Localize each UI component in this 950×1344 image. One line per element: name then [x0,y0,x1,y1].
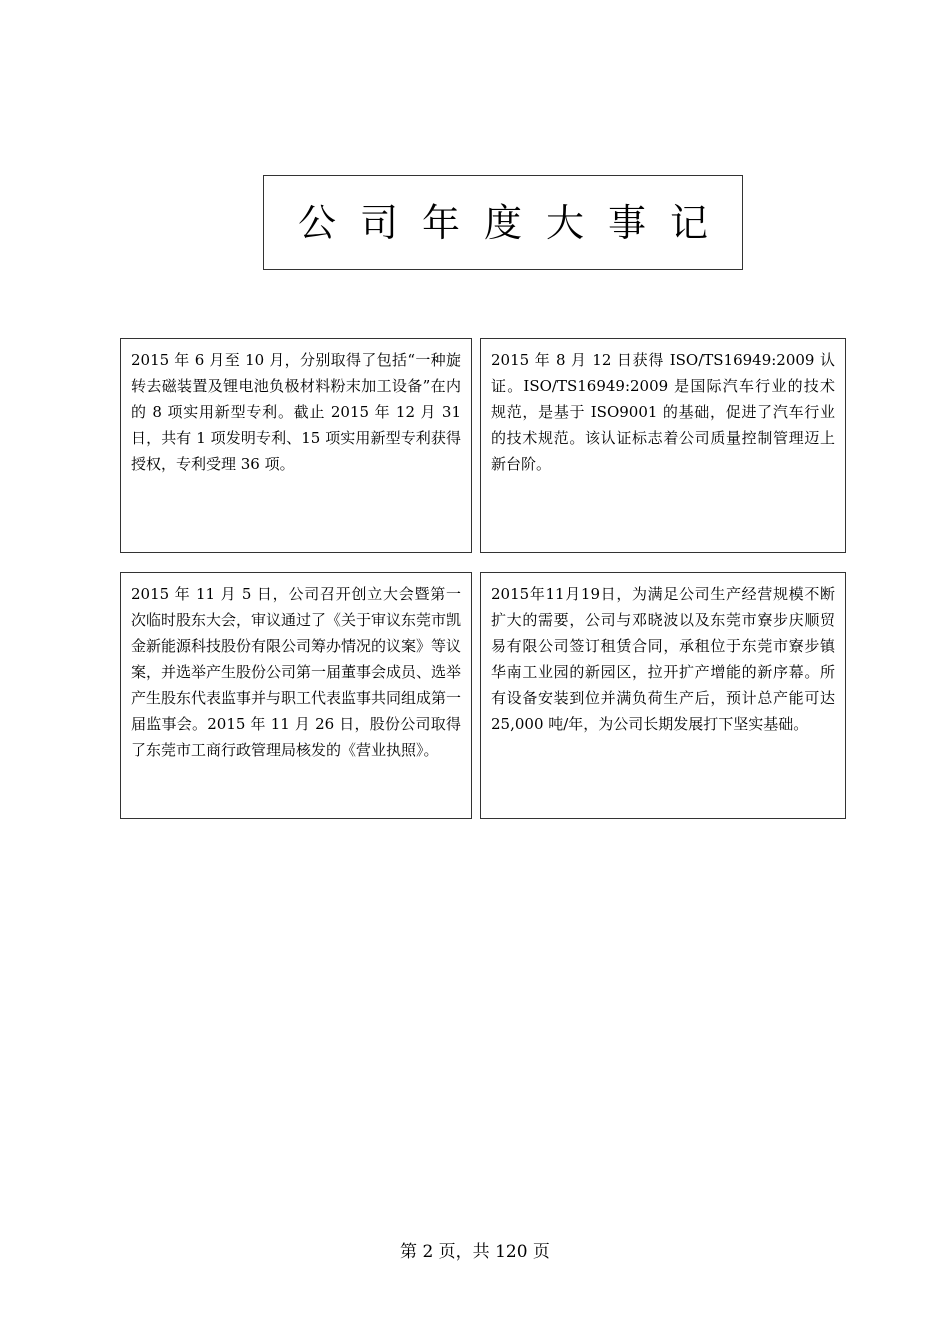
event-box-patents [120,338,472,553]
title-box [263,175,743,270]
event-text: 2015年11月19日，为满足公司生产经营规模不断扩大的需要，公司与邓晓波以及东莞市寮步庆顺贸易有限公司签订租赁合同，承租位于东莞市寮步镇华南工业园的新园区，拉开扩产增能的新序幕。所有设备安装到位并满负荷生产后，预计总产能可达25,000 吨/年，为公司长期发展打下坚实基础。 [491,585,835,733]
event-text: 2015 年 8 月 12 日获得 ISO/TS16949:2009 认证。ISO/TS16949:2009 是国际汽车行业的技术规范，是基于 ISO9001 的基础，促进了汽车行业的技术规范。该认证标志着公司质量控制管理迈上新台阶。 [491,351,835,473]
page-number-footer: 第 2 页，共 120 页 [400,1242,550,1262]
event-box-founding-meeting [120,572,472,819]
event-box-expansion [480,572,846,819]
event-text: 2015 年 6 月至 10 月，分别取得了包括“一种旋转去磁装置及锂电池负极材料粉末加工设备”在内的 8 项实用新型专利。截止 2015 年 12 月 31 日，共有 1 项发明专利、15 项实用新型专利获得授权，专利受理 36 项。 [131,351,461,473]
event-text: 2015 年 11 月 5 日，公司召开创立大会暨第一次临时股东大会，审议通过了《关于审议东莞市凯金新能源科技股份有限公司筹办情况的议案》等议案，并选举产生股份公司第一届董事会成员、选举产生股东代表监事并与职工代表监事共同组成第一届监事会。2015 年 11 月 26 日，股份公司取得了东莞市工商行政管理局核发的《营业执照》。 [131,585,462,759]
page-title: 公司年度大事记 [297,200,732,245]
event-box-certification [480,338,846,553]
